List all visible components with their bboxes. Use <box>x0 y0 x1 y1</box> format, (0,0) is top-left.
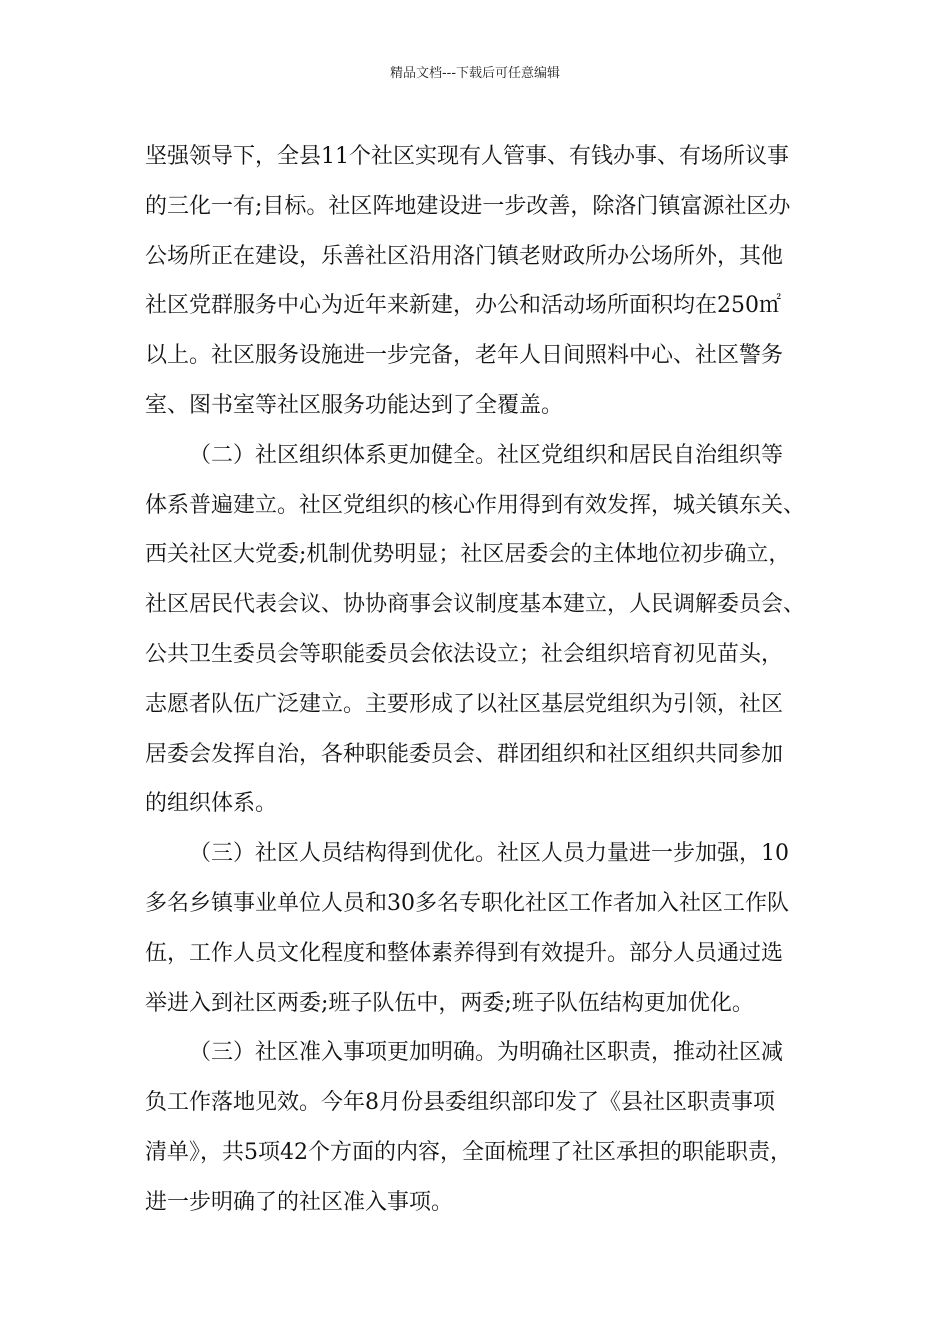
text-line: 室、图书室等社区服务功能达到了全覆盖。 <box>145 392 564 418</box>
text-line: 的组织体系。 <box>145 791 278 817</box>
text-line: 举进入到社区两委;班子队伍中，两委;班子队伍结构更加优化。 <box>145 990 754 1016</box>
paragraph-4 <box>145 1028 835 1227</box>
text-line: 西关社区大党委;机制优势明显；社区居委会的主体地位初步确立， <box>145 542 791 568</box>
paragraph-1 <box>145 132 835 431</box>
document-body <box>145 132 835 1228</box>
text-line: 社区党群服务中心为近年来新建，办公和活动场所面积均在250㎡ <box>145 293 781 319</box>
text-line: 进一步明确了的社区准入事项。 <box>145 1189 454 1215</box>
text-line: 以上。社区服务设施进一步完备，老年人日间照料中心、社区警务 <box>145 343 784 369</box>
text-line: 清单》，共5项42个方面的内容，全面梳理了社区承担的职能职责， <box>145 1139 792 1165</box>
text-line: 坚强领导下，全县11个社区实现有人管事、有钱办事、有场所议事 <box>145 144 789 169</box>
text-line: （二）社区组织体系更加健全。社区党组织和居民自治组织等 <box>189 442 784 468</box>
text-line: 志愿者队伍广泛建立。主要形成了以社区基层党组织为引领，社区 <box>145 691 784 717</box>
text-line: 伍，工作人员文化程度和整体素养得到有效提升。部分人员通过选 <box>145 940 784 966</box>
text-line: 社区居民代表会议、协协商事会议制度基本建立，人民调解委员会、 <box>145 592 806 618</box>
paragraph-3 <box>145 829 835 1028</box>
text-line: 居委会发挥自治，各种职能委员会、群团组织和社区组织共同参加 <box>145 741 784 767</box>
text-line: （三）社区准入事项更加明确。为明确社区职责，推动社区减 <box>189 1040 784 1066</box>
text-line: 多名乡镇事业单位人员和30多名专职化社区工作者加入社区工作队 <box>145 890 789 916</box>
paragraph-2 <box>145 431 835 829</box>
page-header: 精品文档---下载后可任意编辑 <box>389 66 561 81</box>
text-line: 负工作落地见效。今年8月份县委组织部印发了《县社区职责事项 <box>145 1090 775 1116</box>
text-line: 公共卫生委员会等职能委员会依法设立；社会组织培育初见苗头， <box>145 641 784 667</box>
text-line: 的三化一有;目标。社区阵地建设进一步改善，除洛门镇富源社区办 <box>145 193 791 219</box>
text-line: 体系普遍建立。社区党组织的核心作用得到有效发挥，城关镇东关、 <box>145 492 806 518</box>
text-line: （三）社区人员结构得到优化。社区人员力量进一步加强，10 <box>189 841 789 867</box>
text-line: 公场所正在建设，乐善社区沿用洛门镇老财政所办公场所外，其他 <box>145 243 784 269</box>
